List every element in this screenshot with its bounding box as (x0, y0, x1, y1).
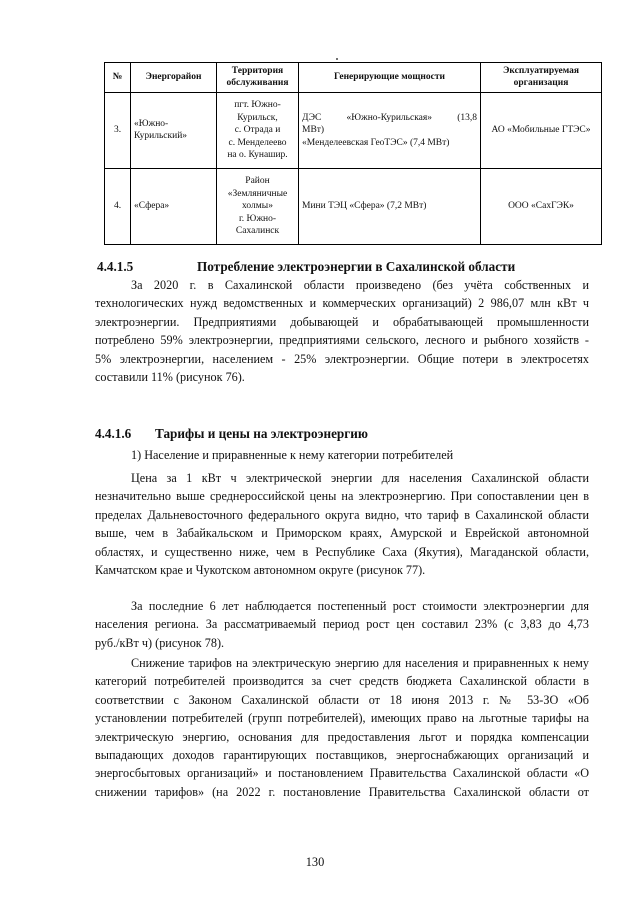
text-line: установлении потребителей (групп потребителей), имеющих право на льготные тарифы на (95, 711, 589, 726)
territory-line: с. Отрада и (234, 125, 281, 136)
text-line: составили 11% (рисунок 76). (95, 369, 245, 384)
page-number: 130 (305, 855, 325, 869)
text-line: снижении тарифов» (на 2022 г. постановление Правительства Сахалинской области от (95, 784, 589, 799)
table-header-row (105, 63, 602, 93)
section-number: 4.4.1.5 (97, 259, 134, 274)
header-power: Генерирующие мощности (299, 63, 481, 93)
text-line: 1) Население и приравненные к нему категории потребителей (131, 448, 454, 462)
text-line: 5% электроэнергии, населением - 25% электроэнергии. Общие потери в электросетях (95, 351, 589, 366)
text-line: Цена за 1 кВт ч электрической энергии для населения Сахалинской области (131, 471, 589, 485)
text-line: электроэнергии. Предприятиями добывающей и обрабатывающей промышленности (95, 314, 589, 329)
header-organization: Эксплуатируемая организация (481, 63, 602, 93)
text-line: пределах Дальневосточного федерального округа видно, что тариф в Сахалинской области (95, 507, 589, 522)
text-line: Камчатском крае и Чукотском автономном округе (рисунок 77). (95, 562, 426, 577)
row-organization: ООО «СахГЭК» (481, 168, 602, 244)
text-line: За последние 6 лет наблюдается постепенный рост стоимости электроэнергии для (131, 599, 589, 613)
section-number: 4.4.1.6 (95, 426, 132, 441)
row-district: «Южно-Курильский» (131, 92, 217, 168)
row-organization: АО «Мобильные ГТЭС» (481, 92, 602, 168)
text-line: технологических нужд ведомственных и коммерческих организаций) 2 986,07 млн кВт ч (95, 296, 589, 311)
row-territory (217, 92, 299, 168)
territory-line: «Земляничные (227, 188, 288, 199)
territory-line: холмы» (242, 201, 273, 212)
row-district: «Сфера» (131, 168, 217, 244)
table-row (105, 92, 602, 168)
tariff-subheading (95, 446, 589, 464)
tariff-reduction-paragraph (95, 654, 589, 801)
text-line: Снижение тарифов на электрическую энергию для населения и приравненных к нему (131, 656, 589, 670)
power-line: МВт) (302, 125, 325, 136)
section-title: Тарифы и цены на электроэнергию (155, 426, 368, 441)
energy-districts-table (104, 62, 602, 245)
header-territory: Территория обслуживания (217, 63, 299, 93)
row-number: 3. (105, 92, 131, 168)
territory-line: Район (245, 176, 270, 187)
section-heading (97, 259, 547, 277)
row-number: 4. (105, 168, 131, 244)
row-power (299, 168, 481, 244)
header-district: Энергорайон (131, 63, 217, 93)
text-line: категорий потребителей производится за счет средств бюджета Сахалинской области в (95, 674, 589, 689)
territory-line: г. Южно- (238, 213, 277, 224)
price-comparison-paragraph (95, 469, 589, 579)
text-line: населения региона. За рассматриваемый период рост цен составил 23% (с 3,83 до 4,73 (95, 617, 589, 632)
text-line: За 2020 г. в Сахалинской области произведено (без учёта собственных и (131, 278, 589, 292)
row-territory (217, 168, 299, 244)
territory-line: пгт. Южно- (234, 100, 281, 111)
scan-speck (336, 58, 338, 60)
territory-line: на о. Кунашир. (227, 149, 288, 160)
row-power (299, 92, 481, 168)
power-line: Мини ТЭЦ «Сфера» (7,2 МВт) (302, 201, 427, 212)
header-number: № (105, 63, 131, 93)
territory-line: с. Менделеево (228, 137, 287, 148)
text-line: незначительно выше среднероссийской цены на электроэнергию. При сопоставлении цен в (95, 489, 589, 504)
price-growth-paragraph (95, 597, 589, 652)
consumption-paragraph (95, 276, 589, 386)
territory-line: Курильск, (237, 112, 278, 123)
power-line: ДЭС «Южно-Курильская» (13,8 (302, 112, 477, 123)
text-line: выпадающих доходов гарантирующих поставщиков, энергоснабжающих организаций и (95, 747, 589, 762)
text-line: областях, и существенно ниже, чем в Республике Саха (Якутия), Магаданской области, (95, 544, 589, 559)
table-row (105, 168, 602, 244)
text-line: энергосбытовых организаций» и постановлением Правительства Сахалинской области «О (95, 766, 589, 781)
section-title: Потребление электроэнергии в Сахалинской области (197, 259, 516, 274)
text-line: электрическую энергию, основания для предоставления льгот и порядка компенсации (95, 729, 589, 744)
territory-line: Сахалинск (235, 225, 280, 236)
text-line: выше, чем в Забайкальском и Приморском краях, Амурской и Еврейской автономной (95, 526, 589, 541)
power-line: «Менделеевская ГеоТЭС» (7,4 МВт) (302, 137, 450, 148)
text-line: руб./кВт ч) (рисунок 78). (95, 635, 225, 650)
text-line: соответствии с Законом Сахалинской области от 18 июня 2013 г. № 53-ЗО «Об (95, 692, 589, 707)
section-heading (95, 426, 545, 444)
text-line: потреблено 59% электроэнергии, предприятиями сельского, лесного и рыбного хозяйств - (95, 333, 589, 348)
